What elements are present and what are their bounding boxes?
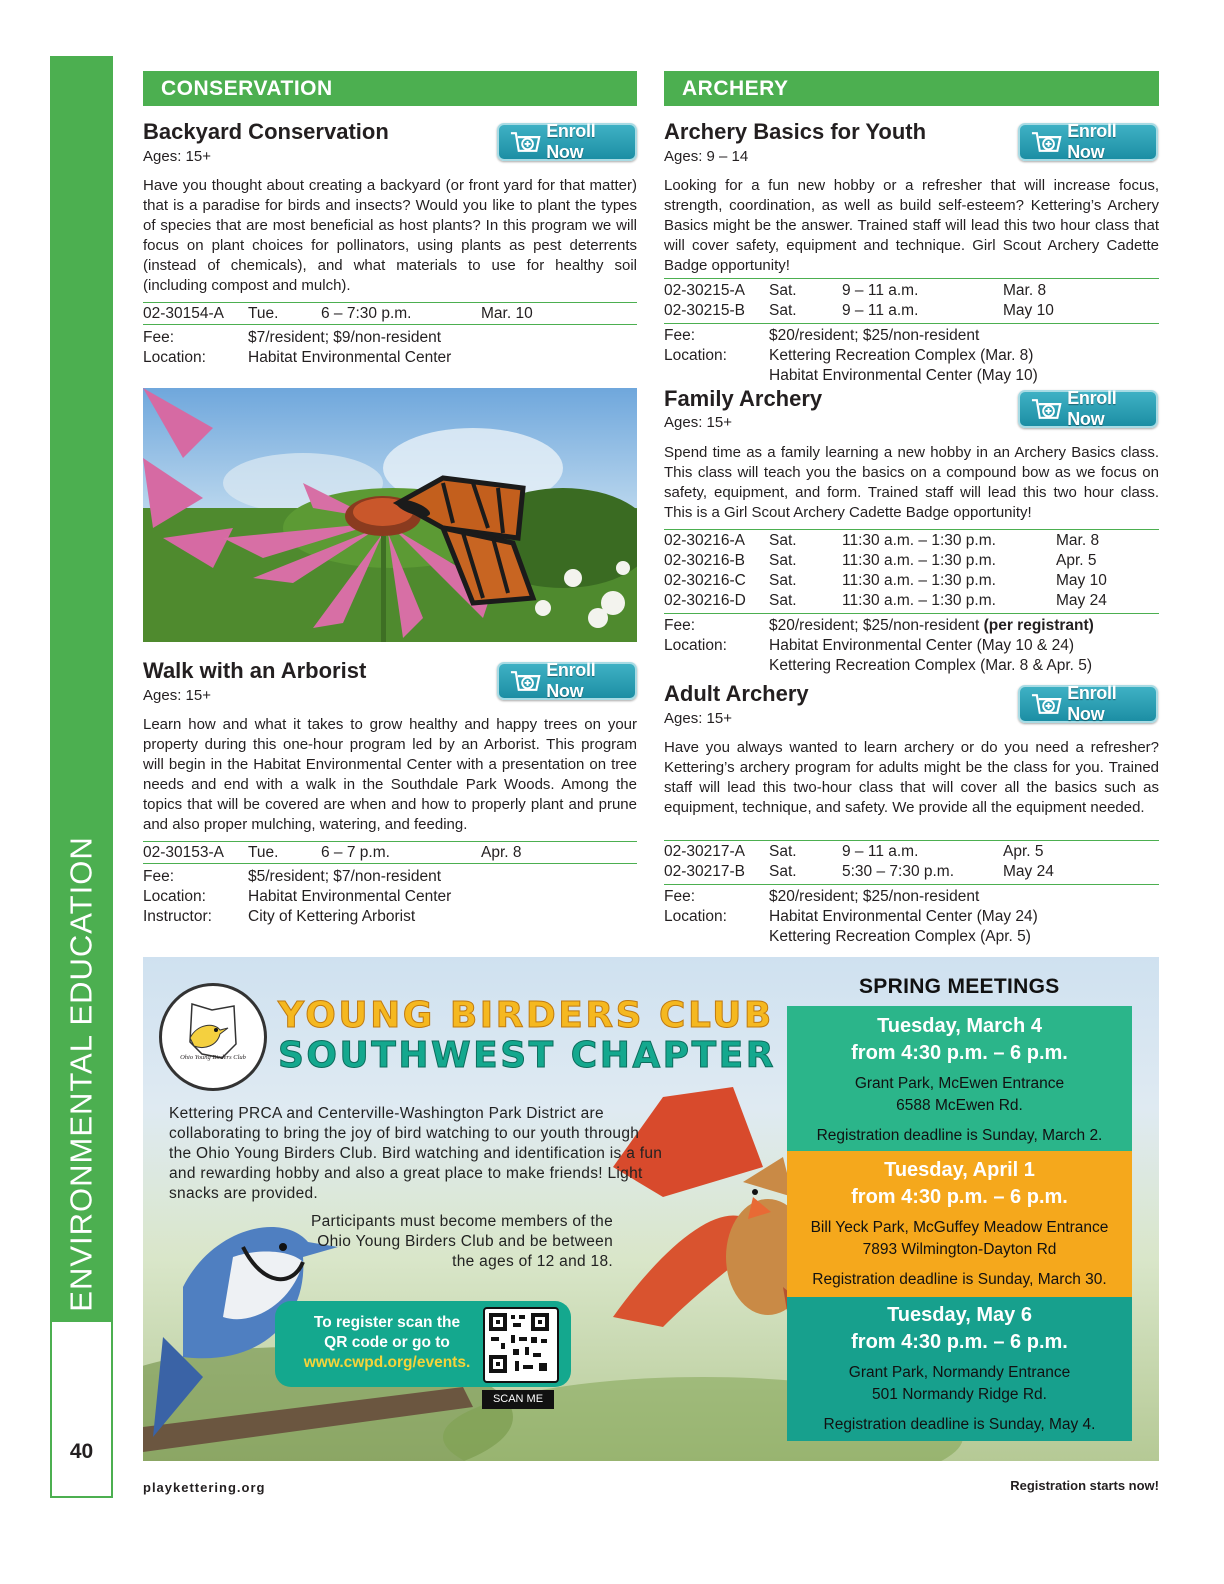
session-row: [664, 862, 1159, 882]
location-value: Habitat Environmental Center (May 10): [769, 367, 1038, 384]
session-row: [664, 591, 1159, 611]
course-title: Archery Basics for Youth: [664, 119, 927, 144]
enroll-now-button[interactable]: [497, 662, 637, 700]
basket-plus-icon: [1030, 129, 1063, 155]
session-code: 02-30153-A: [143, 844, 225, 861]
session-date: Mar. 10: [481, 305, 533, 322]
session-day: Tue.: [248, 844, 279, 861]
meeting-3: [787, 1302, 1132, 1436]
birders-logo: [159, 983, 267, 1091]
section-header-conservation: CONSERVATION: [143, 71, 637, 106]
divider: [664, 529, 1159, 530]
enroll-label: Enroll Now: [546, 121, 596, 162]
session-code: 02-30215-B: [664, 302, 746, 319]
fee-value: $20/resident; $25/non-resident: [769, 888, 980, 905]
birders-members: Participants must become members of the Ohio Young Birders Club and be between the ages of 12 and 18.: [310, 1213, 613, 1270]
course-ages: Ages: 9 – 14: [664, 148, 749, 165]
page-number: 40: [69, 1440, 94, 1463]
location-value: Habitat Environmental Center (May 24): [769, 908, 1038, 925]
course-title: Walk with an Arborist: [143, 658, 367, 683]
instructor-value: City of Kettering Arborist: [248, 908, 416, 925]
section-header-archery: ARCHERY: [664, 71, 1159, 106]
session-day: Sat.: [769, 532, 797, 549]
session-time: 9 – 11 a.m.: [842, 282, 919, 299]
session-time: 9 – 11 a.m.: [842, 843, 919, 860]
session-day: Sat.: [769, 863, 797, 880]
session-time: 11:30 a.m. – 1:30 p.m.: [842, 552, 996, 569]
location-value: Habitat Environmental Center (May 10 & 24): [769, 637, 1074, 654]
qr-code[interactable]: [483, 1307, 559, 1383]
basket-plus-icon: [509, 129, 542, 155]
divider: [143, 302, 637, 303]
divider: [664, 278, 1159, 279]
divider: [664, 323, 1159, 324]
course-title: Family Archery: [664, 386, 823, 411]
qr-code-icon: [485, 1309, 553, 1377]
session-day: Sat.: [769, 572, 797, 589]
session-code: 02-30215-A: [664, 282, 746, 299]
register-line-2: QR code or go to: [324, 1334, 450, 1351]
session-day: Sat.: [769, 302, 797, 319]
course-title: Adult Archery: [664, 681, 809, 706]
location-label: Location:: [143, 888, 206, 905]
basket-plus-icon: [509, 668, 542, 694]
course-ages: Ages: 15+: [664, 414, 732, 431]
session-row: [664, 531, 1159, 551]
session-row: [664, 571, 1159, 591]
course-description: Have you thought about creating a backyard (or front yard for that matter) that is a paradise for birds and insects? Would you like to plant the types of species that are most beneficial as host plants? In this program we will focus on plant choices for pollinators, using plants as pest deterrents (instead of chemicals), and what materials to use for healthy soil (including compost and mulch).: [143, 177, 637, 294]
birders-title: YOUNG BIRDERS CLUB: [278, 995, 774, 1036]
birders-subtitle: SOUTHWEST CHAPTER: [278, 1035, 776, 1076]
divider: [143, 863, 637, 864]
enroll-now-button[interactable]: [497, 123, 637, 161]
session-time: 6 – 7 p.m.: [321, 844, 390, 861]
course-details: [664, 616, 1159, 676]
session-date: Apr. 5: [1056, 552, 1097, 569]
course-description: Learn how and what it takes to grow healthy and happy trees on your property during this one-hour program led by an Arborist. This program will begin in the Habitat Environmental Center with a presentation on tree needs and end with a walk in the Southdale Park Woods. Among the topics that will be covered are when and how to properly plant and prune and also proper mulching, watering, and feeding.: [143, 716, 637, 833]
session-code: 02-30217-B: [664, 863, 746, 880]
fee-label: Fee:: [664, 327, 696, 344]
meeting-address: 7893 Wilmington-Dayton Rd: [862, 1241, 1057, 1258]
session-day: Sat.: [769, 552, 797, 569]
scan-me-label: SCAN ME: [482, 1390, 554, 1409]
course-ages: Ages: 15+: [664, 710, 732, 727]
location-label: Location:: [143, 349, 206, 366]
basket-plus-icon: [1030, 396, 1063, 422]
session-time: 9 – 11 a.m.: [842, 302, 919, 319]
course-details: [143, 867, 637, 929]
meeting-day: Tuesday, May 6: [887, 1304, 1032, 1326]
session-time: 5:30 – 7:30 p.m.: [842, 863, 955, 880]
footer-tagline: Registration starts now!: [1010, 1478, 1159, 1493]
meeting-day: Tuesday, March 4: [877, 1015, 1042, 1037]
meeting-address: 501 Normandy Ridge Rd.: [872, 1386, 1047, 1403]
session-date: Mar. 8: [1056, 532, 1100, 549]
course-description: Spend time as a family learning a new hobby in an Archery Basics class. This class will teach you the basics on a compound bow as we focus on safety, equipment, and form. Trained staff will lead this two hour class. This is a Girl Scout Archery Cadette Badge opportunity!: [664, 444, 1159, 521]
session-time: 11:30 a.m. – 1:30 p.m.: [842, 572, 996, 589]
session-date: Apr. 8: [481, 844, 522, 861]
meeting-1: [787, 1013, 1132, 1147]
course-description: Looking for a fun new hobby or a refresher that will increase focus, strength, coordination, as well as build self-esteem? Kettering’s Archery Basics might be the answer. Trained staff will lead this two hour class that will cover safety, equipment and technique. Girl Scout Archery Cadette Badge opportunity!: [664, 177, 1159, 274]
meeting-deadline: Registration deadline is Sunday, March 2.: [816, 1127, 1103, 1144]
session-row: [664, 301, 1159, 321]
session-date: May 24: [1056, 592, 1107, 609]
enroll-label: Enroll Now: [1067, 121, 1117, 162]
session-code: 02-30154-A: [143, 305, 225, 322]
session-time: 6 – 7:30 p.m.: [321, 305, 412, 322]
session-row: [664, 842, 1159, 862]
session-code: 02-30216-C: [664, 572, 746, 589]
session-day: Sat.: [769, 282, 797, 299]
enroll-now-button[interactable]: [1018, 685, 1158, 723]
fee-value: $7/resident; $9/non-resident: [248, 329, 442, 346]
session-date: May 10: [1056, 572, 1107, 589]
fee-label: Fee:: [664, 617, 696, 634]
instructor-label: Instructor:: [143, 908, 212, 925]
divider: [664, 884, 1159, 885]
meeting-day: Tuesday, April 1: [884, 1159, 1035, 1181]
location-value: Habitat Environmental Center: [248, 888, 452, 905]
fee-note: (per registrant): [983, 617, 1094, 634]
register-line-1: To register scan the: [313, 1314, 461, 1331]
register-url[interactable]: www.cwpd.org/events.: [303, 1354, 471, 1371]
location-value: Kettering Recreation Complex (Apr. 5): [769, 928, 1031, 945]
session-date: Apr. 5: [1003, 843, 1044, 860]
logo-text: Ohio Young Birders Club: [180, 1054, 246, 1061]
butterfly-photo: [143, 388, 637, 642]
enroll-label: Enroll Now: [1067, 388, 1117, 429]
location-label: Location:: [664, 347, 727, 364]
meeting-deadline: Registration deadline is Sunday, May 4.: [823, 1416, 1096, 1433]
meeting-place: Bill Yeck Park, McGuffey Meadow Entrance: [810, 1219, 1109, 1236]
birders-intro: Kettering PRCA and Centerville-Washington Park District are collaborating to bring the joy of bird watching to our youth through the Ohio Young Birders Club. Bird watching and identification is a fun and rewarding hobby and also a great place to make friends! Light snacks are provided.: [169, 1105, 663, 1202]
fee-value: [769, 616, 1094, 636]
session-code: 02-30217-A: [664, 843, 746, 860]
session-day: Tue.: [248, 305, 279, 322]
fee-value: $5/resident; $7/non-resident: [248, 868, 442, 885]
session-day: Sat.: [769, 592, 797, 609]
location-value: Kettering Recreation Complex (Mar. 8): [769, 347, 1034, 364]
course-title: Backyard Conservation: [143, 119, 389, 144]
course-ages: Ages: 15+: [143, 687, 211, 704]
meeting-time: from 4:30 p.m. – 6 p.m.: [851, 1042, 1068, 1064]
location-label: Location:: [664, 908, 727, 925]
meeting-place: Grant Park, McEwen Entrance: [854, 1075, 1065, 1092]
enroll-label: Enroll Now: [546, 660, 596, 701]
spring-meetings-heading: SPRING MEETINGS: [859, 975, 1060, 998]
course-description: Have you always wanted to learn archery or do you need a refresher? Kettering’s archery program for adults might be the class for you. Trained staff will lead this two-hour class that will cover all the basics such as equipment, technique, and safety. We provide all the equipment needed.: [664, 739, 1159, 816]
session-code: 02-30216-B: [664, 552, 746, 569]
sidebar: [50, 56, 113, 1322]
enroll-label: Enroll Now: [1067, 683, 1117, 724]
session-time: 11:30 a.m. – 1:30 p.m.: [842, 532, 996, 549]
enroll-now-button[interactable]: [1018, 390, 1158, 428]
meeting-address: 6588 McEwen Rd.: [896, 1097, 1023, 1114]
sidebar-label: ENVIRONMENTAL EDUCATION: [63, 836, 99, 1312]
course-details: [664, 326, 1159, 386]
course-ages: Ages: 15+: [143, 148, 211, 165]
meeting-time: from 4:30 p.m. – 6 p.m.: [851, 1331, 1068, 1353]
enroll-now-button[interactable]: [1018, 123, 1158, 161]
divider: [143, 841, 637, 842]
session-date: Mar. 8: [1003, 282, 1047, 299]
session-row: [664, 551, 1159, 571]
footer-website[interactable]: playkettering.org: [143, 1480, 266, 1495]
fee-value: $20/resident; $25/non-resident: [769, 327, 980, 344]
fee-label: Fee:: [143, 868, 175, 885]
session-row: [143, 843, 637, 863]
course-details: [143, 328, 637, 370]
basket-plus-icon: [1030, 691, 1063, 717]
meeting-place: Grant Park, Normandy Entrance: [848, 1364, 1071, 1381]
meeting-time: from 4:30 p.m. – 6 p.m.: [851, 1186, 1068, 1208]
session-date: May 24: [1003, 863, 1054, 880]
ohio-bird-icon: [162, 986, 264, 1088]
session-code: 02-30216-A: [664, 532, 746, 549]
session-code: 02-30216-D: [664, 592, 746, 609]
session-row: [664, 281, 1159, 301]
location-label: Location:: [664, 637, 727, 654]
course-details: [664, 887, 1159, 947]
register-text: [287, 1313, 487, 1373]
fee-amount: $20/resident; $25/non-resident: [769, 617, 980, 634]
page-number-box: [50, 1322, 113, 1498]
meeting-deadline: Registration deadline is Sunday, March 30.: [812, 1271, 1107, 1288]
location-value: Habitat Environmental Center: [248, 349, 452, 366]
fee-label: Fee:: [143, 329, 175, 346]
meeting-2: [787, 1157, 1132, 1291]
location-value: Kettering Recreation Complex (Mar. 8 & Apr. 5): [769, 657, 1093, 674]
session-row: [143, 304, 637, 324]
divider: [143, 324, 637, 325]
session-date: May 10: [1003, 302, 1054, 319]
session-day: Sat.: [769, 843, 797, 860]
divider: [664, 613, 1159, 614]
divider: [664, 840, 1159, 841]
session-time: 11:30 a.m. – 1:30 p.m.: [842, 592, 996, 609]
fee-label: Fee:: [664, 888, 696, 905]
